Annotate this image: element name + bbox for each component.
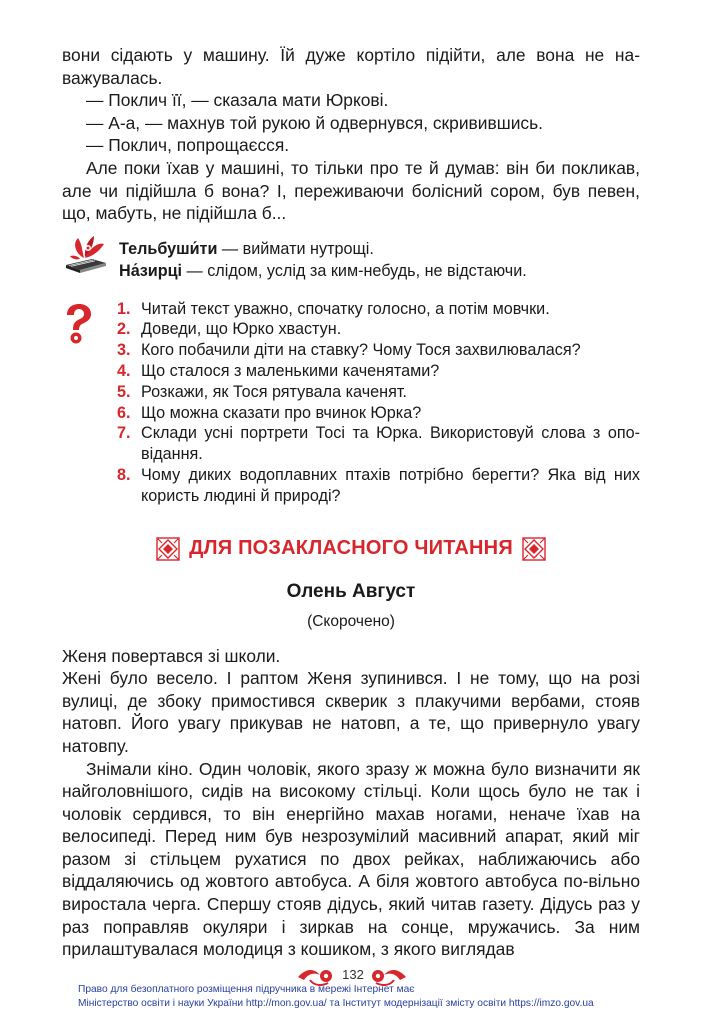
story-paragraph: Жені було весело. І раптом Женя зупинився. І не тому, що на розі вулиці, де збоку примостився скверик з плакучими вербами, стояв натовп. Його увагу прикував не натовп, а те, що привернуло увагу натовпу. xyxy=(62,668,640,756)
intro-dialogue: — Поклич її, — сказала мати Юркові. xyxy=(86,90,389,111)
question-mark-icon xyxy=(62,303,94,345)
story-paragraph: Знімали кіно. Один чоловік, якого зразу ж можна було визначити як найголовнішого, сидів на високому стільці. Коли щось було не так і чоловік сердився, то він енергійно махав ногами, неначе їхав на велосипеді. Перед ним був незрозумілий масивний апарат, який міг разом зі стільцем рухатися по двох рейках, наближаючись або віддаляючись од жовтого автобуса. А біля жовтого автобуса по-вільно виростала черга. Спершу стояв дідусь, який читав газету. Дідусь раз у раз поправляв окуляри і зиркав на сонце, мружачись. За ним прилаштувалася молодиця з кошиком, з якого виглядав xyxy=(62,758,640,960)
section-title: ДЛЯ ПОЗАКЛАСНОГО ЧИТАННЯ xyxy=(189,537,513,560)
question-item: 1. Читай текст уважно, спочатку голосно, а потім мовчки. xyxy=(117,299,550,318)
ornament-right-icon xyxy=(522,537,546,561)
question-item: 4. Що сталося з маленькими каченятами? xyxy=(117,361,440,380)
ornament-left-icon xyxy=(156,537,180,561)
story-subtitle: (Скорочено) xyxy=(307,612,395,630)
question-item: 5. Розкажи, як Тося рятувала каченят. xyxy=(117,382,407,401)
question-item: 8. Чому диких водоплавних птахів потрібно берегти? Яка від них користь людині й природі? xyxy=(117,465,640,505)
intro-dialogue: — А-а, — махнув той рукою й одвернувся, скривившись. xyxy=(86,112,543,133)
questions-list xyxy=(62,299,640,507)
page-content xyxy=(62,44,640,961)
glossary-item: Тельбуши́ти — виймати нутрощі. xyxy=(119,239,374,258)
credit-line: Право для безоплатного розміщення підручника в мережі Інтернет має xyxy=(78,984,415,995)
question-item: 7. Склади усні портрети Тосі та Юрка. Використовуй слова з опо-відання. xyxy=(117,424,640,464)
section-heading xyxy=(62,537,640,561)
book-flower-icon xyxy=(62,232,110,278)
glossary xyxy=(62,238,640,283)
question-item: 6. Що можна сказати про вчинок Юрка? xyxy=(117,403,422,422)
story-paragraph: Женя повертався зі школи. xyxy=(62,645,281,666)
glossary-item: На́зирці — слідом, услід за ким-небудь, не відстаючи. xyxy=(119,262,527,281)
story-title: Олень Август xyxy=(286,580,416,602)
credit-line: Міністерство освіти і науки України http://mon.gov.ua/ та Інститут модернізації змісту освіти https://imzo.gov.ua xyxy=(78,998,594,1009)
intro-paragraph: вони сідають у машину. Їй дуже кортіло підійти, але вона не на-важувалась. xyxy=(62,45,640,88)
intro-paragraph: Але поки їхав у машині, то тільки про те й думав: він би покликав, але чи підійшла б вона? І, переживаючи болісний сором, був певен, що, мабуть, не підійшла б... xyxy=(62,157,640,224)
question-item: 2. Доведи, що Юрко хвастун. xyxy=(117,320,342,339)
intro-dialogue: — Поклич, попрощаєсся. xyxy=(86,135,290,156)
question-item: 3. Кого побачили діти на ставку? Чому Тося захвилювалася? xyxy=(117,341,581,360)
page-number: 132 xyxy=(342,967,364,982)
